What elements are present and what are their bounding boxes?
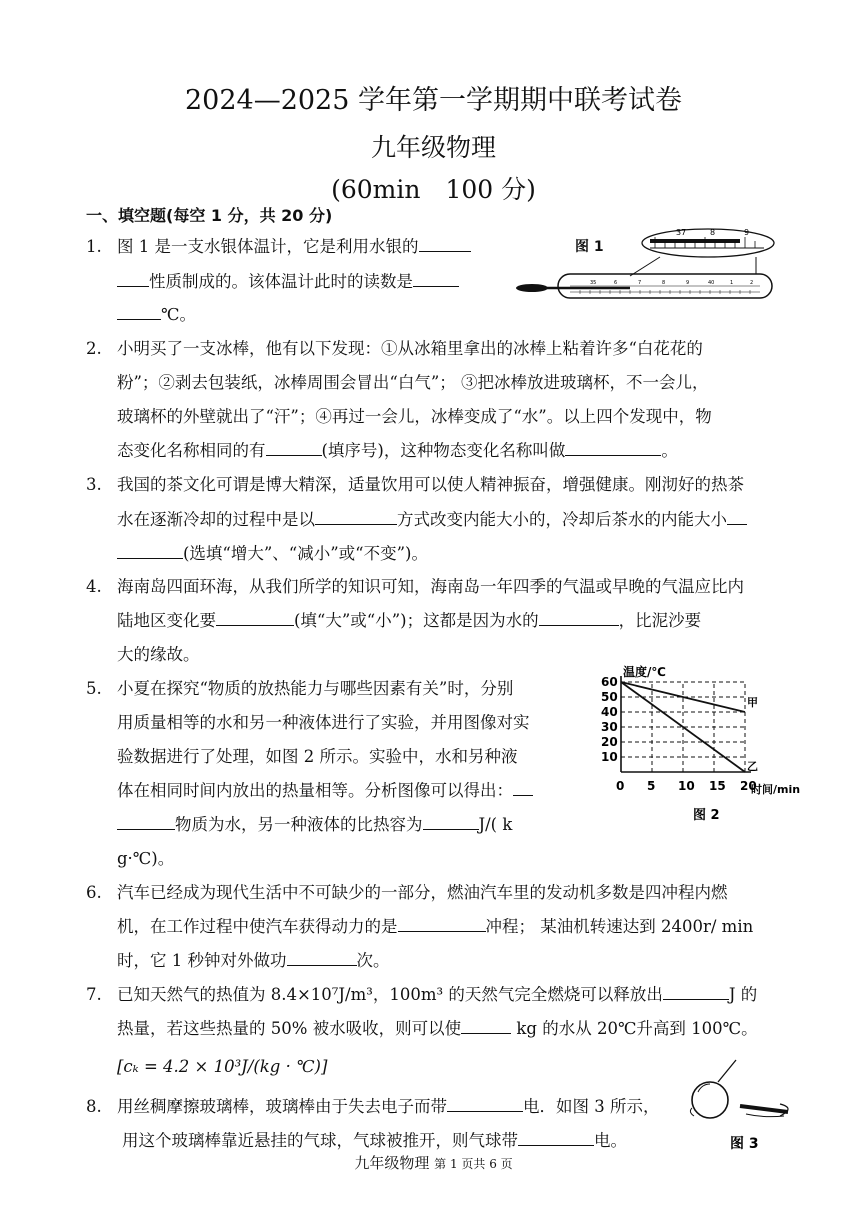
question-number: 6. [86,883,102,902]
section-heading: 一、填空题(每空 1 分，共 20 分) [86,206,333,225]
answer-blank[interactable] [461,1015,511,1034]
question-6-line-3: 时，它 1 秒钟对外做功 次。 [117,944,390,978]
question-8-line-1: 用丝稠摩擦玻璃棒，玻璃棒由于失去电子而带 电．如图 3 所示， [117,1090,660,1124]
question-3-line-1: 我国的茶文化可谓是博大精深，适量饮用可以使人精神振奋，增强健康。刚沏好的热茶 [117,475,744,494]
question-7-formula: [cₖ = 4.2 × 10³J/(kg · ℃)] [117,1057,328,1076]
answer-blank[interactable] [287,947,357,966]
question-2-line-4: 态变化名称相同的有 (填序号)，这种物态变化名称叫做 。 [117,434,678,468]
question-3-line-3: (选填“增大”、“减小”或“不变”)。 [117,537,428,571]
y-tick-label: 60 [601,675,618,689]
y-tick-label: 10 [601,750,618,764]
answer-blank[interactable] [727,506,747,525]
answer-blank[interactable] [419,233,471,252]
question-number: 1. [86,237,102,256]
y-tick-label: 20 [601,735,618,749]
y-tick-label: 50 [601,690,618,704]
svg-text:8: 8 [662,280,666,286]
x-tick-label: 15 [709,779,726,793]
scale-label: 37 [676,228,687,237]
answer-blank[interactable] [513,777,533,796]
figure-3-label: 图 3 [730,1136,759,1152]
exam-meta: (60min 100 分) [331,175,536,204]
answer-blank[interactable] [117,268,149,287]
thermometer-figure [510,226,780,304]
answer-blank[interactable] [447,1093,523,1112]
question-1-line-2: 性质制成的。该体温计此时的读数是 [117,265,459,299]
answer-blank[interactable] [539,607,619,626]
answer-blank[interactable] [117,540,183,559]
scale-label: 9 [744,228,750,237]
chart-x-label: 时间/min [751,783,801,796]
question-1-line-1: 图 1 是一支水银体温计，它是利用水银的 [117,230,471,264]
x-tick-label: 5 [647,779,656,793]
scale-label: 8 [710,228,716,237]
footer-page: 第 1 页共 6 页 [434,1157,513,1171]
question-number: 8. [86,1097,102,1116]
question-5-line-5: 物质为水，另一种液体的比热容为 J/( k [117,808,512,842]
question-4-line-3: 大的缘故。 [117,645,200,664]
question-2-line-1: 小明买了一支冰棒，他有以下发现：①从冰箱里拿出的冰棒上粘着许多“白花花的 [117,339,703,358]
question-6-line-1: 汽车已经成为现代生活中不可缺少的一部分，燃油汽车里的发动机多数是四冲程内燃 [117,883,728,902]
question-number: 5. [86,679,102,698]
question-7-line-2: 热量，若这些热量的 50% 被水吸收，则可以使 kg 的水从 20℃升高到 100℃。 [117,1012,758,1046]
answer-blank[interactable] [423,811,479,830]
answer-blank[interactable] [216,607,294,626]
question-5-line-6: g·℃)。 [117,849,175,868]
question-2-line-2: 粉”；②剥去包装纸，冰棒周围会冒出“白气”； ③把冰棒放进玻璃杯，不一会儿， [117,373,709,392]
answer-blank[interactable] [315,506,397,525]
answer-blank[interactable] [117,811,175,830]
x-tick-label: 20 [740,779,757,793]
question-4-line-2: 陆地区变化要 (填“大”或“小”)；这都是因为水的 ，比泥沙要 [117,604,701,638]
answer-blank[interactable] [518,1127,594,1146]
figure-2-label: 图 2 [693,808,720,823]
question-5-line-3: 验数据进行了处理，如图 2 所示。实验中，水和另种液 [117,747,518,766]
answer-blank[interactable] [413,268,459,287]
series-label: 乙 [747,760,758,773]
exam-title: 2024—2025 学年第一学期期中联考试卷 [184,85,682,116]
question-number: 4. [86,577,102,596]
answer-blank[interactable] [565,437,661,456]
series-label: 甲 [747,696,758,709]
question-6-line-2: 机，在工作过程中使汽车获得动力的是 冲程； 某油机转速达到 2400r/ min [117,910,753,944]
question-5-line-1: 小夏在探究“物质的放热能力与哪些因素有关”时，分别 [117,679,514,698]
temperature-time-chart [595,660,815,830]
exam-subject: 九年级物理 [370,133,496,162]
question-number: 7. [86,985,102,1004]
y-tick-label: 40 [601,705,618,719]
question-5-line-4: 体在相同时间内放出的热量相等。分析图像可以得出： [117,774,533,808]
svg-text:35: 35 [590,280,597,286]
footer-subject: 九年级物理 [354,1154,430,1172]
figure-1-label: 图 1 [575,239,604,255]
svg-text:2: 2 [750,280,754,286]
answer-blank[interactable] [117,301,161,320]
question-2-line-3: 玻璃杯的外壁就出了“汗”；④再过一会儿，冰棒变成了“水”。以上四个发现中，物 [117,407,712,426]
svg-text:6: 6 [614,280,618,286]
question-1-line-3: ℃。 [117,298,196,332]
answer-blank[interactable] [663,981,729,1000]
svg-text:7: 7 [638,280,642,286]
x-tick-label: 0 [616,779,625,793]
answer-blank[interactable] [266,437,322,456]
chart-y-label: 温度/℃ [623,665,666,679]
page-footer [0,1152,867,1173]
svg-text:40: 40 [708,280,715,286]
x-tick-label: 10 [678,779,695,793]
y-tick-label: 30 [601,720,618,734]
question-number: 2. [86,339,102,358]
answer-blank[interactable] [398,913,486,932]
balloon-figure [684,1058,804,1158]
question-8-line-2: 用这个玻璃棒靠近悬挂的气球，气球被推开，则气球带 电。 [122,1124,627,1158]
svg-text:1: 1 [730,280,734,286]
question-7-line-1: 已知天然气的热值为 8.4×10⁷J/m³，100m³ 的天然气完全燃烧可以释放出 J 的 [117,978,757,1012]
question-3-line-2: 水在逐渐冷却的过程中是以 方式改变内能大小的，冷却后茶水的内能大小 [117,503,747,537]
question-4-line-1: 海南岛四面环海，从我们所学的知识可知，海南岛一年四季的气温或早晚的气温应比内 [117,577,744,596]
svg-text:9: 9 [686,280,690,286]
question-number: 3. [86,475,102,494]
question-5-line-2: 用质量相等的水和另一种液体进行了实验，并用图像对实 [117,713,530,732]
